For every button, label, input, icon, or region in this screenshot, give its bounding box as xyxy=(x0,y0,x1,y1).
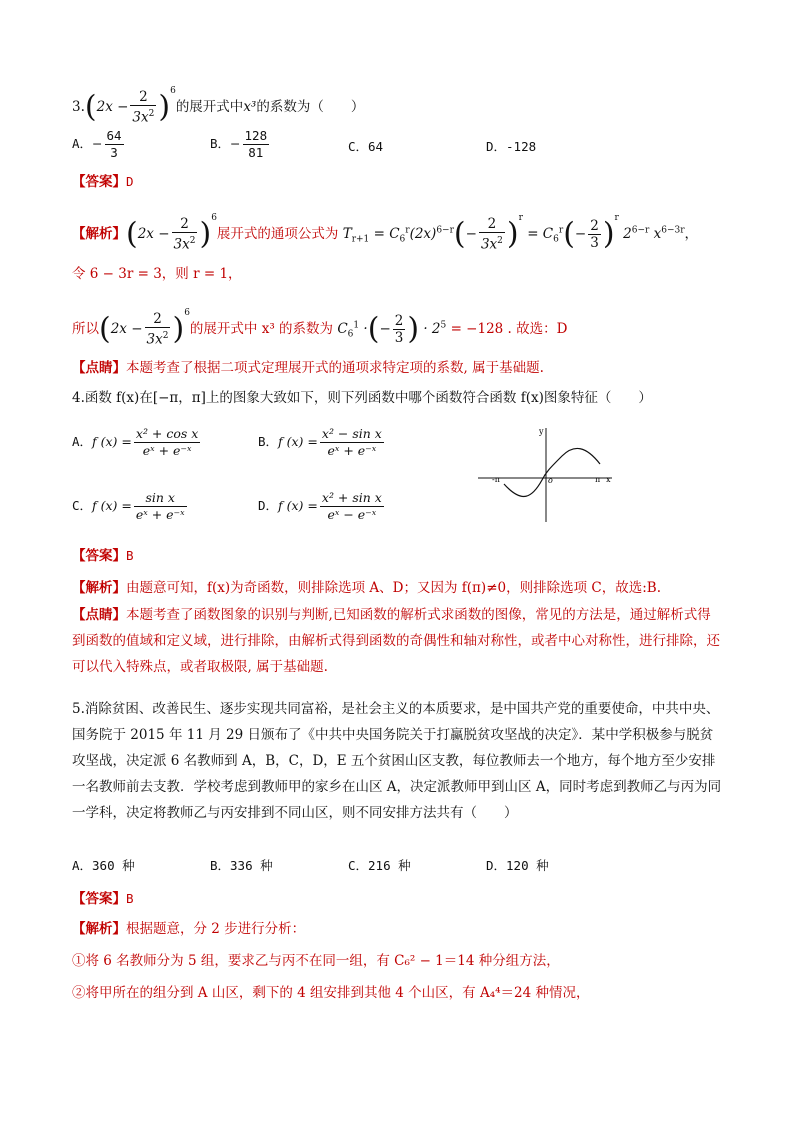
q4-stem: 4.函数 f(x)在[−π，π]上的图象大致如下，则下列函数中哪个函数符合函数 f(x)图象特征（ ） xyxy=(72,390,652,406)
q5-analysis: 【解析】根据题意，分 2 步进行分析： xyxy=(72,921,306,937)
function-curve xyxy=(504,448,600,496)
q3-stem-tail: 的系数为（ ） xyxy=(256,99,365,115)
neg-pi-label: -π xyxy=(492,475,500,484)
q4-option-b: B．f (x) = $\frac{\text{x² − sin x}}{\text{eˣ + e⁻ˣ}}$ xyxy=(258,426,382,458)
q5-option-d: D．120 种 xyxy=(486,858,549,873)
q3-fraction: $\frac{2}{3x^2}$ xyxy=(132,89,155,126)
q4-analysis: 【解析】由题意可知，f(x)为奇函数，则排除选项 A、D；又因为 f(π)≠0，则排除选项 C，故选:B. xyxy=(72,580,661,596)
q4-comment: 【点睛】本题考查了函数图象的识别与判断,已知函数的解析式求函数的图像，常见的方法是，通过解析式得到函数的值域和定义域，进行排除，由解析式得到函数的奇偶性和轴对称性，或者中心对称性，进行排除，还可以代入特殊点，或者取极限, 属于基础题. xyxy=(72,607,720,675)
q3-analysis-step: 令 6 − 3r = 3，则 r = 1， xyxy=(72,266,242,282)
q4-option-d: D．f (x) = $\frac{\text{x² + sin x}}{\text{eˣ − e⁻ˣ}}$ xyxy=(258,490,382,522)
q3-term: x³ xyxy=(243,99,257,115)
origin-label: o xyxy=(548,476,553,485)
q4-function-graph xyxy=(474,424,624,524)
y-label: y xyxy=(539,427,544,436)
q3-analysis: 【解析】(2x − $\frac{2}{3x^2}$ )$^6$展开式的通项公式为 $T_{r+1} = C_6^r(2x)^{6-r}(-$ $\frac{2}{3x^2}$ )$^r = C_6^r(-$ $\frac{2}{3}$ )$^r$ $2^{6-r}$ $x^{6-3r}$， xyxy=(72,213,699,253)
q3-option-c: C．64 xyxy=(348,139,384,154)
q4-answer: 【答案】B xyxy=(72,548,134,564)
q3-answer: 【答案】D xyxy=(72,174,134,190)
q3-stem-text: 的展开式中 xyxy=(175,99,244,115)
q3-option-a: A．− $\frac{64}{3}$ xyxy=(72,128,122,160)
q5-answer: 【答案】B xyxy=(72,891,134,907)
q4-option-a: A．f (x) = $\frac{\text{x² + cos x}}{\text{eˣ + e⁻ˣ}}$ xyxy=(72,426,199,458)
q5-step-2: ②将甲所在的组分到 A 山区，剩下的 4 组安排到其他 4 个山区，有 A₄⁴＝24 种情况， xyxy=(72,985,590,1001)
q3-option-b: B．− $\frac{128}{81}$ xyxy=(210,128,268,160)
q5-option-c: C．216 种 xyxy=(348,858,411,873)
q3-option-d: D．-128 xyxy=(486,139,537,154)
q3-stem: 3.(2x − $\frac{2}{3x^2}$ )$^6$的展开式中x³的系数为（ ） xyxy=(72,86,365,126)
x-label: x xyxy=(606,475,611,484)
q5-option-a: A．360 种 xyxy=(72,858,135,873)
q3-number: 3. xyxy=(72,99,85,115)
q5-stem: 5.消除贫困、改善民生、逐步实现共同富裕，是社会主义的本质要求，是中国共产党的重要使命，中共中央、国务院于 2015 年 11 月 29 日颁布了《中共中央国务院关于打赢脱贫攻坚战的决定》．某中学积极参与脱贫攻坚战，决定派 6 名教师到 A，B，C，D，E 五个贫困山区支教，每位教师去一个地方，每个地方至少安排一名教师前去支教．学校考虑到教师甲的家乡在山区 A，决定派教师甲到山区 A，同时考虑到教师乙与丙为同一学科，决定将教师乙与丙安排到不同山区，则不同安排方法共有（ ） xyxy=(72,701,722,821)
q4-option-c: C．f (x) = $\frac{\text{sin x}}{\text{eˣ + e⁻ˣ}}$ xyxy=(72,490,185,522)
q3-analysis-result: 所以(2x − $\frac{2}{3x^2}$ )$^6$的展开式中 x³ 的系数为 $C_6^1$ ·(− $\frac{2}{3}$ ) · $2^5 = -128$ . 故选：D xyxy=(72,308,568,348)
q3-comment: 【点睛】本题考查了根据二项式定理展开式的通项求特定项的系数, 属于基础题. xyxy=(72,360,544,376)
q5-step-1: ①将 6 名教师分为 5 组，要求乙与丙不在同一组，有 C₆² − 1＝14 种分组方法， xyxy=(72,953,560,969)
pi-label: π xyxy=(595,475,601,484)
q5-option-b: B．336 种 xyxy=(210,858,273,873)
